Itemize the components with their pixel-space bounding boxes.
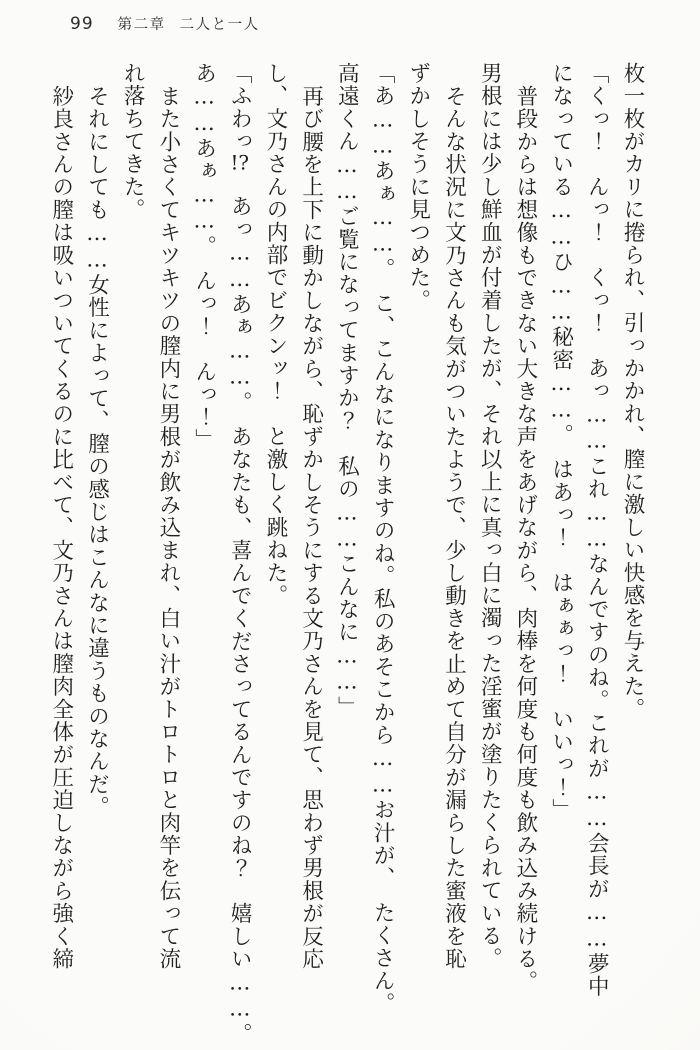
text-column: 紗良さんの膣は吸いついてくるのに比べて、文乃さんは膣肉全体が圧迫しながら強く締: [48, 84, 74, 970]
chapter-title: 二人と一人: [179, 17, 260, 33]
text-column: し、文乃さんの内部でビクンッ！ と激しく跳ねた。: [262, 62, 288, 607]
text-column: 高遠くん……ご覧になってますか？ 私の……こんなに……」: [334, 62, 360, 719]
text-column: 「くっ！ んっ！ くっ！ あっ……これ……なんですのね。これが……会長が……夢中: [584, 62, 610, 998]
exclamation-question-icon: !?: [230, 152, 250, 173]
text-column: それにしても……女性によって、膣の感じはこんなに違うものなんだ。: [84, 84, 110, 819]
page-number: 99: [70, 14, 94, 34]
text-column: 「ふわっ!? あっ……あぁ……。 あなたも、喜んでくださってるんですのね？ 嬉しい……。: [227, 62, 253, 1046]
page-header: [70, 13, 260, 34]
text-column: 「あ……あぁ……。 こ、こんなになりますのね。私のあそこから……お汁が、 たくさん。: [370, 62, 396, 1015]
text-column: 再び腰を上下に動かしながら、恥ずかしそうにする文乃さんを見て、思わず男根が反応: [298, 84, 324, 970]
text-column: になっている……ひ……秘密……。 はあっ！ はぁぁっ！ いいっ！」: [548, 62, 574, 822]
text-column: 普段からは想像もできない大きな声をあげながら、肉棒を何度も何度も飲み込み続ける。: [512, 84, 538, 993]
text-column: 枚一枚がカリに捲られ、引っかかれ、膣に激しい快感を与えた。: [620, 62, 645, 721]
chapter-heading: [118, 13, 260, 34]
text-columns: [43, 62, 650, 1046]
chapter-label: 第二章: [117, 17, 166, 33]
text-column: れ落ちてきた。: [120, 62, 146, 221]
text-column: ずかしそうに見つめた。: [405, 62, 431, 312]
text-column: そんな状況に文乃さんも気がついたようで、少し動きを止めて自分が漏らした蜜液を恥: [441, 84, 467, 970]
text-column: 男根には少し鮮血が付着したが、それ以上に真っ白に濁った淫蜜が塗りたくられている。: [477, 62, 503, 971]
text-column: あ……あぁ……。 んっ！ んっ！」: [191, 62, 217, 452]
text-column: また小さくてキツキツの膣内に男根が飲み込まれ、白い汁がトロトロと肉竿を伝って流: [155, 84, 181, 970]
